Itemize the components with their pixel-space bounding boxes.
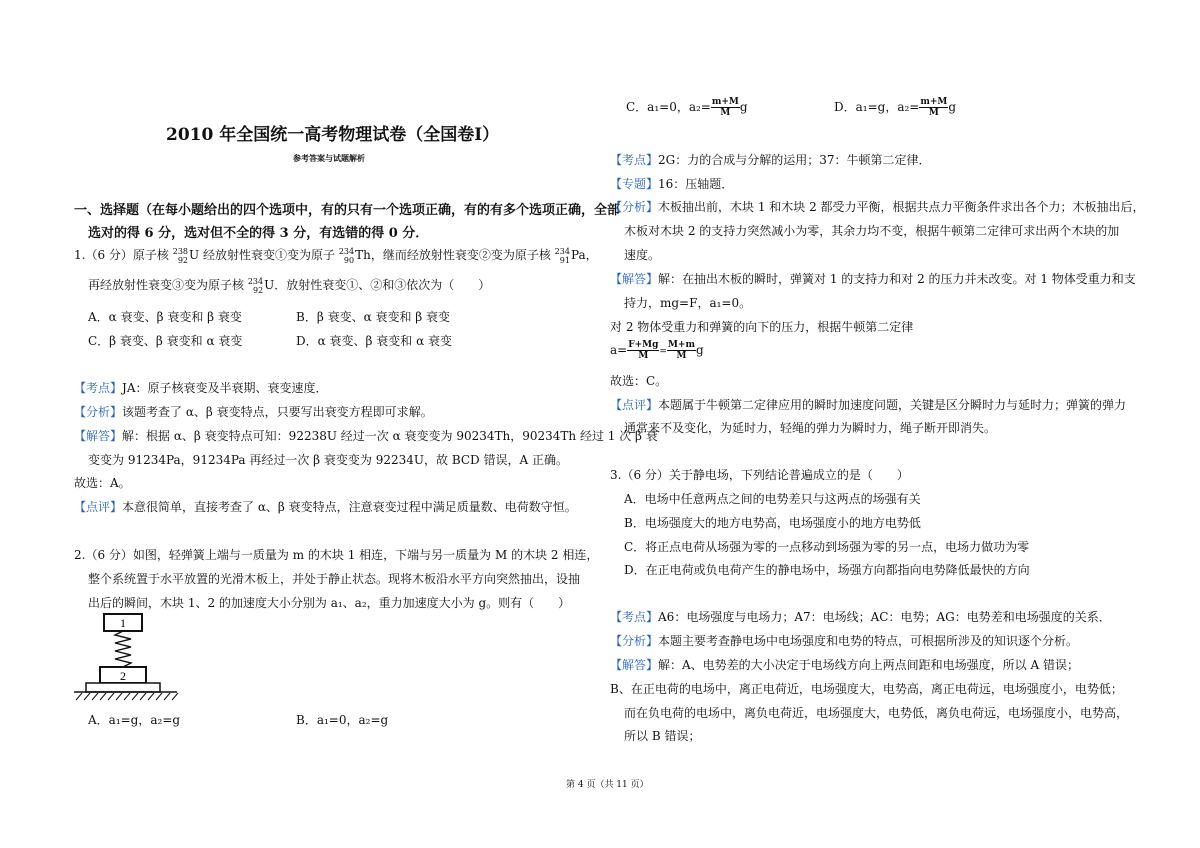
q1-stem-line1: 1.（6 分）原子核 238 92 U 经放射性衰变①变为原子 234 90 Th，继而经放射性衰变②变为原子核 234 91 Pa， [74,246,598,265]
q1-dianping: 【点评】本意很简单，直接考查了 α、β 衰变特点，注意衰变过程中满足质量数、电荷数守恒。 [74,500,577,514]
q2-jieda-line2: 持力，mg=F，a₁=0。 [624,296,752,310]
q1-option-c: C．β 衰变、β 衰变和 α 衰变 [88,334,243,348]
tag-label: 【分析】 [610,200,659,214]
tag-label: 【解答】 [74,429,123,443]
q2-fenxi-line1: 【分析】木板抽出前，木块 1 和木块 2 都受力平衡，根据共点力平衡条件求出各个力；木板抽出后， [610,200,1145,214]
q3-jieda-line4: 所以 B 错误； [624,729,701,743]
fraction: $\frac{m+M}{M}$ [711,97,739,118]
q1-text: ．放射性衰变①、②和③依次为（ ） [274,278,491,292]
fraction: $\frac{F+Mg}{M}$ [628,340,659,361]
q2-jieda-line3: 对 2 物体受重力和弹簧的向下的压力，根据牛顿第二定律 [610,320,914,334]
q1-text: 1.（6 分）原子核 [74,248,169,262]
tag-label: 【点评】 [610,398,659,412]
q3-stem: 3.（6 分）关于静电场，下列结论普遍成立的是（ ） [610,468,909,482]
q3-jieda-line2: B、在正电荷的电场中，离正电荷近，电场强度大，电势高，离正电荷远，电场强度小，电势低； [610,682,1123,696]
tag-label: 【考点】 [74,381,123,395]
q1-jieda-line1: 【解答】解：根据 α、β 衰变特点可知：92238U 经过一次 α 衰变变为 90234Th，90234Th 经过 1 次 β 衰 [74,429,658,443]
q3-fenxi: 【分析】本题主要考查静电场中电场强度和电势的特点，可根据所涉及的知识逐个分析。 [610,634,1079,648]
tag-label: 【专题】 [610,177,659,191]
q2-option-c: C．a₁=0，a₂= $\frac{m+M}{M}$ g [626,97,748,118]
nuclide-th234: 234 90 [338,246,355,265]
nuclide-u234: 234 92 [247,276,264,295]
q2-stem-line1: 2.（6 分）如图，轻弹簧上端与一质量为 m 的木块 1 相连，下端与另一质量为 M 的木块 2 相连， [74,548,599,562]
q1-text: 经放射性衰变①变为原子 [202,248,335,262]
q2-option-b: B．a₁=0，a₂=g [296,713,389,727]
q3-option-b: B．电场强度大的地方电势高，电场强度小的地方电势低 [624,516,921,530]
q3-option-c: C．将正点电荷从场强为零的一点移动到场强为零的另一点，电场力做功为零 [624,540,1030,554]
q1-option-d: D．α 衰变、β 衰变和 α 衰变 [296,334,453,348]
tag-label: 【点评】 [74,500,123,514]
block-2-label: 2 [120,669,126,683]
q3-jieda-line3: 而在负电荷的电场中，离负电荷近，电场强度大，电势低，离负电荷远，电场强度小，电势高， [624,706,1129,720]
q2-option-a: A．a₁=g，a₂=g [88,713,181,727]
q1-option-b: B．β 衰变、α 衰变和 β 衰变 [296,310,451,324]
fraction: $\frac{M+m}{M}$ [667,340,695,361]
tag-label: 【解答】 [610,272,659,286]
q3-option-a: A．电场中任意两点之间的电势差只与这两点的场强有关 [624,492,921,506]
q2-option-d: D．a₁=g，a₂= $\frac{m+M}{M}$ g [834,97,957,118]
q2-choice: 故选：C。 [610,374,668,388]
q2-jieda-line1: 【解答】解：在抽出木板的瞬时，弹簧对 1 的支持力和对 2 的压力并未改变。对 1 物体受重力和支 [610,272,1136,286]
spring-block-figure [72,610,182,705]
section-heading-line1: 一、选择题（在每小题给出的四个选项中，有的只有一个选项正确，有的有多个选项正确，全部 [74,203,621,218]
q1-jieda-line2: 变变为 91234Pa，91234Pa 再经过一次 β 衰变变为 92234U，故 BCD 错误，A 正确。 [88,453,568,467]
tag-label: 【解答】 [610,658,659,672]
q1-choice: 故选：A。 [74,476,131,490]
q2-kaodian: 【考点】2G：力的合成与分解的运用；37：牛顿第二定律． [610,153,931,167]
block-1-label: 1 [120,616,126,630]
q3-jieda-line1: 【解答】解：A、电势差的大小决定于电场线方向上两点间距和电场强度，所以 A 错误； [610,658,1079,672]
tag-label: 【考点】 [610,153,659,167]
nuclide-u238: 238 92 [172,246,189,265]
q2-stem-line3: 出后的瞬间，木块 1、2 的加速度大小分别为 a₁、a₂，重力加速度大小为 g。则有（ ） [88,596,571,610]
q2-dianping-line1: 【点评】本题属于牛顿第二定律应用的瞬时加速度问题，关键是区分瞬时力与延时力；弹簧的弹力 [610,398,1127,412]
q2-zhuanti: 【专题】16：压轴题． [610,177,734,191]
q1-text: ，继而经放射性衰变②变为原子核 [370,248,551,262]
q1-kaodian: 【考点】JA：原子核衰变及半衰期、衰变速度． [74,381,328,395]
q2-fenxi-line3: 速度。 [624,248,661,262]
page-subtitle: 参考答案与试题解析 [293,153,365,163]
q1-fenxi: 【分析】该题考查了 α、β 衰变特点，只要写出衰变方程即可求解。 [74,405,433,419]
q2-equation: a= $\frac{F+Mg}{M}$ = $\frac{M+m}{M}$ g [610,340,704,361]
tag-label: 【考点】 [610,610,659,624]
tag-label: 【分析】 [610,634,659,648]
tag-label: 【分析】 [74,405,123,419]
q1-option-a: A．α 衰变、β 衰变和 β 衰变 [88,310,242,324]
page-title: 2010 年全国统一高考物理试卷（全国卷Ⅰ） [166,125,500,145]
q2-stem-line2: 整个系统置于水平放置的光滑木板上，并处于静止状态。现将木板沿水平方向突然抽出，设抽 [88,572,581,586]
q1-stem-line2: 再经放射性衰变③变为原子核 234 92 U．放射性衰变①、②和③依次为（ ） [88,276,491,295]
q2-fenxi-line2: 木板对木块 2 的支持力突然减小为零，其余力均不变，根据牛顿第二定律可求出两个木块的加 [624,224,1120,238]
page-footer: 第 4 页（共 11 页） [566,780,649,790]
fraction: $\frac{m+M}{M}$ [920,97,948,118]
section-heading-line2: 选对的得 6 分，选对但不全的得 3 分，有选错的得 0 分． [88,226,429,241]
q2-dianping-line2: 通常来不及变化，为延时力，轻绳的弹力为瞬时力，绳子断开即消失。 [624,421,997,435]
q1-text: 再经放射性衰变③变为原子核 [88,278,245,292]
nuclide-pa234: 234 91 [554,246,570,265]
q3-option-d: D．在正电荷或负电荷产生的静电场中，场强方向都指向电势降低最快的方向 [624,563,1030,577]
q3-kaodian: 【考点】A6：电场强度与电场力；A7：电场线；AC：电势；AG：电势差和电场强度的关系． [610,610,1111,624]
